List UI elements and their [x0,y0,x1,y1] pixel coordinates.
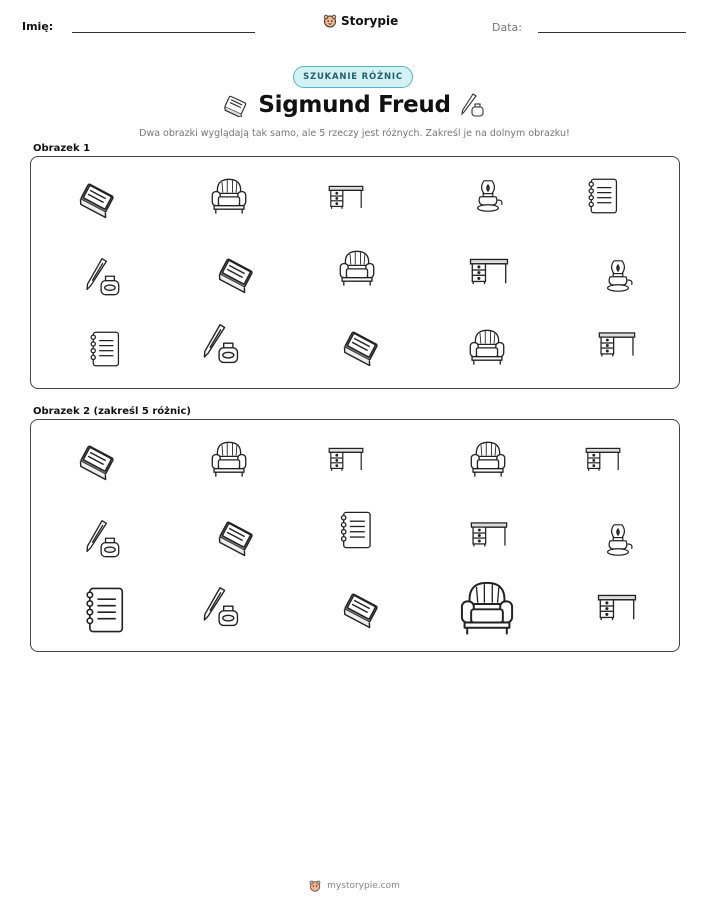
armchair-icon[interactable] [207,437,251,481]
desk-icon[interactable] [467,248,511,292]
pen-inkwell-icon[interactable] [80,256,124,300]
activity-badge: SZUKANIE RÓŻNIC [293,66,413,88]
oil-lamp-icon[interactable] [468,176,508,216]
pen-inkwell-icon[interactable] [197,585,243,631]
book-icon[interactable] [339,326,383,370]
desk-icon[interactable] [468,512,510,554]
oil-lamp-icon[interactable] [598,256,638,296]
pen-inkwell-icon[interactable] [80,518,124,562]
desk-icon[interactable] [326,176,366,216]
pen-inkwell-icon [457,92,487,120]
picture2-label: Obrazek 2 (zakreśl 5 różnic) [33,406,191,417]
notebook-icon[interactable] [582,175,624,217]
desk-icon[interactable] [596,322,638,364]
storypie-mascot-icon [323,14,337,28]
brand-name: Storypie [341,14,399,28]
date-field[interactable] [538,32,686,33]
name-field[interactable] [72,32,255,33]
date-label: Data: [492,21,522,34]
armchair-icon[interactable] [465,325,509,369]
notebook-icon[interactable] [78,583,132,637]
armchair-icon[interactable] [466,437,510,481]
brand-logo [323,14,398,28]
armchair-icon[interactable] [207,174,251,218]
picture1-label: Obrazek 1 [33,143,91,154]
book-icon[interactable] [214,516,258,560]
book-icon[interactable] [214,253,258,297]
page-title: Sigmund Freud [258,92,451,118]
footer-url[interactable]: mystorypie.com [327,881,400,891]
armchair-icon[interactable] [335,246,379,290]
book-icon[interactable] [75,178,119,222]
book-icon[interactable] [75,440,119,484]
pen-inkwell-icon[interactable] [197,322,243,368]
desk-icon[interactable] [326,438,366,478]
notebook-icon[interactable] [84,328,126,370]
desk-icon[interactable] [583,438,623,478]
footer [0,880,709,892]
storypie-mascot-icon [309,880,321,892]
book-icon[interactable] [339,588,383,632]
name-label: Imię: [22,20,54,33]
instructions: Dwa obrazki wyglądają tak samo, ale 5 rzeczy jest różnych. Zakreśl je na dolnym obrazku! [139,128,570,139]
notebook-icon[interactable] [334,508,378,552]
oil-lamp-icon[interactable] [598,520,638,560]
armchair-icon[interactable] [454,575,520,641]
desk-icon[interactable] [595,584,639,628]
